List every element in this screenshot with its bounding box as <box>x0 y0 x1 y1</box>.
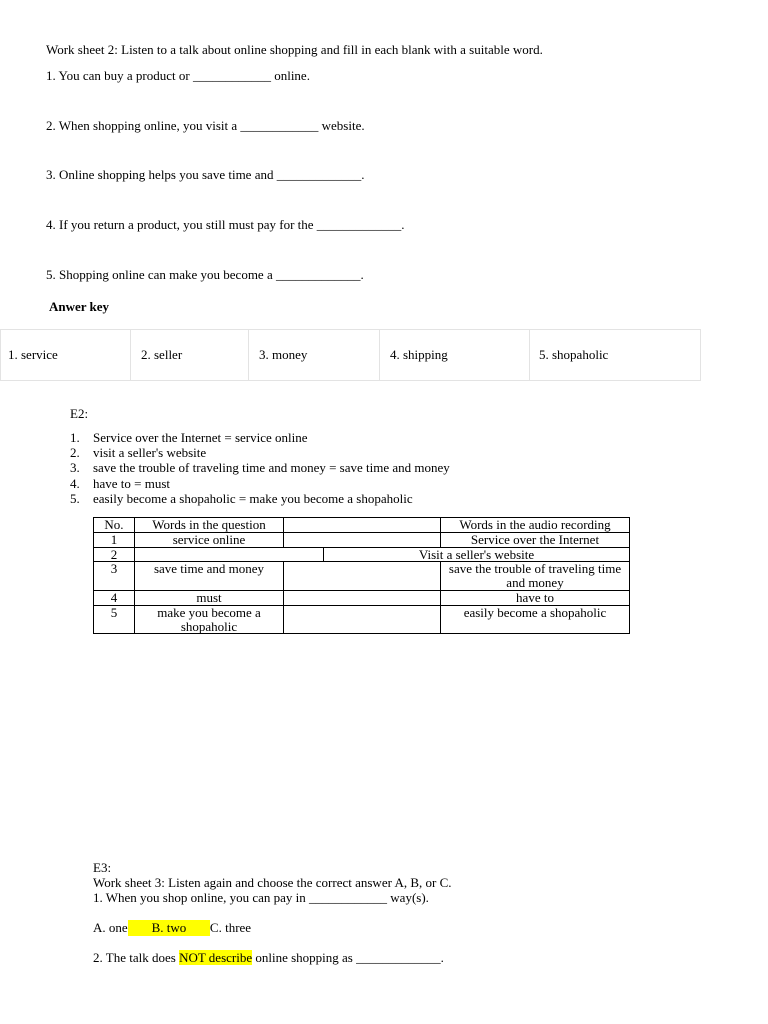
cell-audio: have to <box>441 590 630 605</box>
list-text: easily become a shopaholic = make you become a shopaholic <box>93 490 413 506</box>
ws3-q1-options <box>93 920 251 936</box>
empty-cell <box>135 547 324 562</box>
cell-audio: easily become a shopaholic <box>441 605 630 634</box>
cell-no: 1 <box>94 532 135 547</box>
cell-merged: Visit a seller's website <box>324 547 630 562</box>
empty-cell <box>284 562 441 591</box>
ws2-question-2: 2. When shopping online, you visit a ____________ website. <box>46 118 365 133</box>
empty-cell <box>284 590 441 605</box>
list-number: 4. <box>70 475 80 491</box>
cell-question: make you become a shopaholic <box>135 605 284 634</box>
ws2-question-5: 5. Shopping online can make you become a _____________. <box>46 267 364 282</box>
answer-key-heading: Anwer key <box>49 299 110 314</box>
table-header-row <box>94 518 630 533</box>
cell-no: 4 <box>94 590 135 605</box>
list-number: 2. <box>70 445 80 461</box>
answer-key-table <box>0 329 701 381</box>
list-text: have to = must <box>93 475 171 491</box>
q2-text-after: online shopping as _____________. <box>252 950 444 965</box>
list-text: save the trouble of traveling time and money = save time and money <box>93 460 450 476</box>
list-number: 1. <box>70 430 80 445</box>
header-question: Words in the question <box>135 518 284 533</box>
table-row <box>94 532 630 547</box>
list-text: Service over the Internet = service online <box>93 430 308 445</box>
empty-cell <box>284 532 441 547</box>
list-number: 3. <box>70 460 80 476</box>
list-item <box>70 445 450 460</box>
comparison-table <box>93 517 630 634</box>
table-row <box>94 590 630 605</box>
cell-audio: Service over the Internet <box>441 532 630 547</box>
answer-cell: 4. shipping <box>380 330 530 381</box>
list-number: 5. <box>70 490 80 506</box>
ws2-question-3: 3. Online shopping helps you save time and _____________. <box>46 167 365 182</box>
answer-cell: 3. money <box>249 330 380 381</box>
list-text: visit a seller's website <box>93 445 207 461</box>
table-row <box>94 547 630 562</box>
e2-list <box>70 430 450 506</box>
table-row <box>94 562 630 591</box>
cell-question: must <box>135 590 284 605</box>
ws3-question-2 <box>93 950 444 966</box>
answer-key-row <box>1 330 701 381</box>
header-audio: Words in the audio recording <box>441 518 630 533</box>
empty-cell <box>284 605 441 634</box>
q2-text-before: 2. The talk does <box>93 950 180 965</box>
e3-label: E3: <box>93 860 112 875</box>
option-c: C. three <box>209 920 252 935</box>
e2-label: E2: <box>70 406 89 421</box>
cell-audio: save the trouble of traveling time and money <box>441 562 630 591</box>
answer-cell: 5. shopaholic <box>530 330 701 381</box>
list-item <box>70 491 450 506</box>
empty-cell <box>284 518 441 533</box>
q2-highlighted-text: NOT describe <box>179 950 253 965</box>
ws2-question-1: 1. You can buy a product or ____________ online. <box>46 68 310 83</box>
worksheet-3-title: Work sheet 3: Listen again and choose the correct answer A, B, or C. <box>93 875 452 890</box>
worksheet-2-title: Work sheet 2: Listen to a talk about online shopping and fill in each blank with a suitable word. <box>46 42 543 57</box>
ws2-question-4: 4. If you return a product, you still must pay for the _____________. <box>46 217 405 232</box>
cell-question: service online <box>135 532 284 547</box>
cell-no: 3 <box>94 562 135 591</box>
cell-no: 5 <box>94 605 135 634</box>
answer-cell: 2. seller <box>131 330 249 381</box>
header-no: No. <box>94 518 135 533</box>
ws3-question-1: 1. When you shop online, you can pay in ____________ way(s). <box>93 890 429 905</box>
cell-no: 2 <box>94 547 135 562</box>
cell-question: save time and money <box>135 562 284 591</box>
option-a: A. one <box>93 920 128 935</box>
list-item <box>70 460 450 475</box>
answer-cell: 1. service <box>1 330 131 381</box>
table-row <box>94 605 630 634</box>
list-item <box>70 430 450 445</box>
list-item <box>70 476 450 491</box>
option-b-highlighted: B. two <box>128 920 210 936</box>
